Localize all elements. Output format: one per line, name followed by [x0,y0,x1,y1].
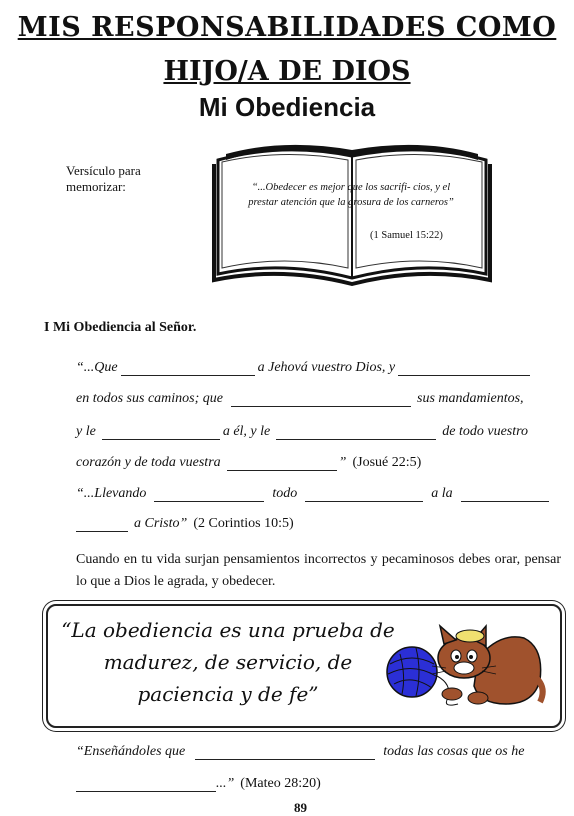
text-fragment: a él, y le [222,424,271,439]
text-fragment: de todo vuestro [442,424,529,439]
answer-blank[interactable] [305,489,423,502]
fill-line-4 [76,455,561,471]
text-fragment: sus mandamientos, [417,391,524,406]
answer-blank[interactable] [102,427,220,440]
answer-blank[interactable] [461,489,549,502]
fill-line-7 [76,744,561,760]
answer-blank[interactable] [154,489,264,502]
title-line-1: MIS RESPONSABILIDADES COMO [17,12,557,43]
answer-blank[interactable] [195,747,375,760]
fill-line-2 [76,391,561,407]
scripture-reference: (Josué 22:5) [352,455,422,470]
fill-line-1 [76,360,561,376]
text-fragment: y le [76,424,96,439]
fill-line-6 [76,516,561,532]
text-fragment: todas las cosas que os he [383,744,525,759]
answer-blank[interactable] [121,363,255,376]
memory-verse-reference: (1 Samuel 15:22) [370,230,443,241]
answer-blank[interactable] [76,519,128,532]
text-fragment: a Cristo” [134,516,188,531]
text-fragment: en todos sus caminos; que [76,391,223,406]
text-fragment: “...Que [76,360,118,375]
text-fragment: a Jehová vuestro Dios, y [257,360,396,375]
answer-blank[interactable] [231,394,411,407]
answer-blank[interactable] [227,458,337,471]
fill-line-3 [76,424,561,440]
scripture-reference: (Mateo 28:20) [240,776,321,791]
memory-verse-label: Versículo para memorizar: [66,163,141,194]
memory-verse-text: “...Obedecer es mejor que los sacrifi- cios, y el prestar atención que la grosura de los carneros” [248,182,454,208]
answer-blank[interactable] [398,363,530,376]
text-fragment: todo [272,486,298,501]
fill-line-8 [76,776,561,792]
answer-blank[interactable] [76,779,216,792]
scripture-reference: (2 Corintios 10:5) [193,516,294,531]
title-line-2: HIJO/A DE DIOS [163,56,411,87]
instruction-paragraph: Cuando en tu vida surjan pensamientos incorrectos y pecaminosos debes orar, pensar lo que a Dios le agrada, y obedecer. [76,552,561,589]
text-fragment: a la [431,486,453,501]
section-heading: I Mi Obediencia al Señor. [44,320,197,335]
text-fragment: corazón y de toda vuestra [76,455,221,470]
quote-text: “La obediencia es una prueba de madurez, de servicio, de paciencia y de fe” [61,618,395,706]
fill-line-5 [76,486,561,502]
text-fragment: “...Llevando [76,486,147,501]
text-fragment: ” [338,455,347,470]
text-fragment: “Enseñándoles que [76,744,186,759]
text-fragment: ...” [216,776,235,791]
open-book-illustration [212,140,492,286]
answer-blank[interactable] [276,427,436,440]
page-number: 89 [294,800,307,815]
page-subtitle: Mi Obediencia [198,92,376,122]
cat-with-yarn-illustration [382,614,546,710]
